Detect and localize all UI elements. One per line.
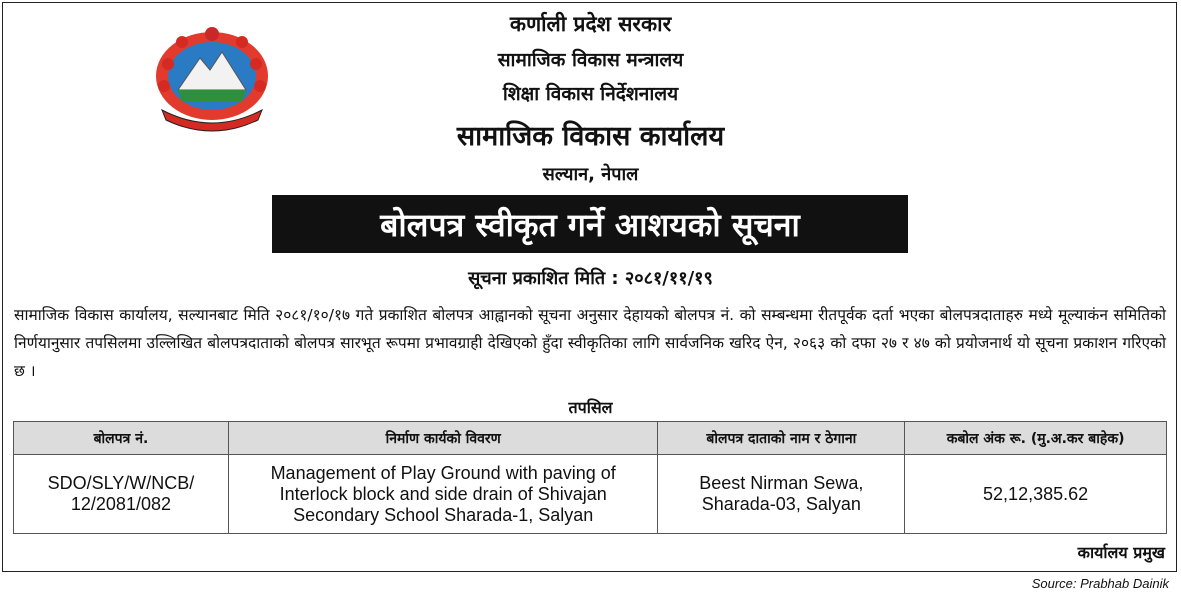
desc-line: Secondary School Sharada-1, Salyan xyxy=(293,504,594,525)
header-line-2: सामाजिक विकास मन्त्रालय xyxy=(497,49,684,71)
bidder-line: Beest Nirman Sewa, xyxy=(699,473,864,493)
header-line-3: शिक्षा विकास निर्देशनालय xyxy=(502,83,679,105)
published-label: सूचना प्रकाशित मिति xyxy=(468,268,606,289)
office-location: सल्यान, नेपाल xyxy=(542,164,639,185)
notice-title: बोलपत्र स्वीकृत गर्ने आशयको सूचना xyxy=(272,195,908,253)
bid-table xyxy=(13,421,1167,534)
cell-bid-no xyxy=(14,455,229,534)
col-amount: कबोल अंक रू. (मु.अ.कर बाहेक) xyxy=(905,422,1167,455)
bidder-line: Sharada-03, Salyan xyxy=(701,494,861,514)
office-name: सामाजिक विकास कार्यालय xyxy=(456,121,725,152)
cell-description xyxy=(228,455,658,534)
cell-amount: 52,12,385.62 xyxy=(905,455,1167,534)
desc-line: Interlock block and side drain of Shivajan xyxy=(279,483,607,504)
published-date-line xyxy=(0,266,1181,290)
table-row xyxy=(14,455,1167,534)
schedule-heading: तपसिल xyxy=(568,398,613,417)
col-bid-no: बोलपत्र नं. xyxy=(14,422,229,455)
source-credit: Source: Prabhab Dainik xyxy=(1031,576,1169,591)
signature-office-chief: कार्यालय प्रमुख xyxy=(1077,543,1165,562)
table-header-row xyxy=(14,422,1167,455)
col-bidder: बोलपत्र दाताको नाम र ठेगाना xyxy=(658,422,905,455)
header-line-1: कर्णाली प्रदेश सरकार xyxy=(509,12,672,36)
published-date: : २०८१/११/१९ xyxy=(611,268,713,289)
desc-line: Management of Play Ground with paving of xyxy=(270,462,616,483)
col-description: निर्माण कार्यको विवरण xyxy=(228,422,658,455)
bid-no-line: 12/2081/082 xyxy=(70,494,171,514)
bid-no-line: SDO/SLY/W/NCB/ xyxy=(47,473,195,493)
notice-body: सामाजिक विकास कार्यालय, सल्यानबाट मिति २०८१/१०/१७ गते प्रकाशित बोलपत्र आह्वानको सूचना अनुसार देहायको बोलपत्र नं. को सम्बन्धमा रीतपूर्वक दर्ता भएका बोलपत्रदाताहरु मध्ये मूल्याकंन समितिको निर्णयानुसार तपसिलमा उल्लिखित बोलपत्रदाताको बोलपत्र सारभूत रूपमा प्रभावग्राही देखिएको हुँदा स्वीकृतिका लागि सार्वजनिक खरिद ऐन, २०६३ को दफा २७ र ४७ को प्रयोजनार्थ यो सूचना प्रकाशन गरिएको छ । xyxy=(14,306,1166,380)
cell-bidder xyxy=(658,455,905,534)
